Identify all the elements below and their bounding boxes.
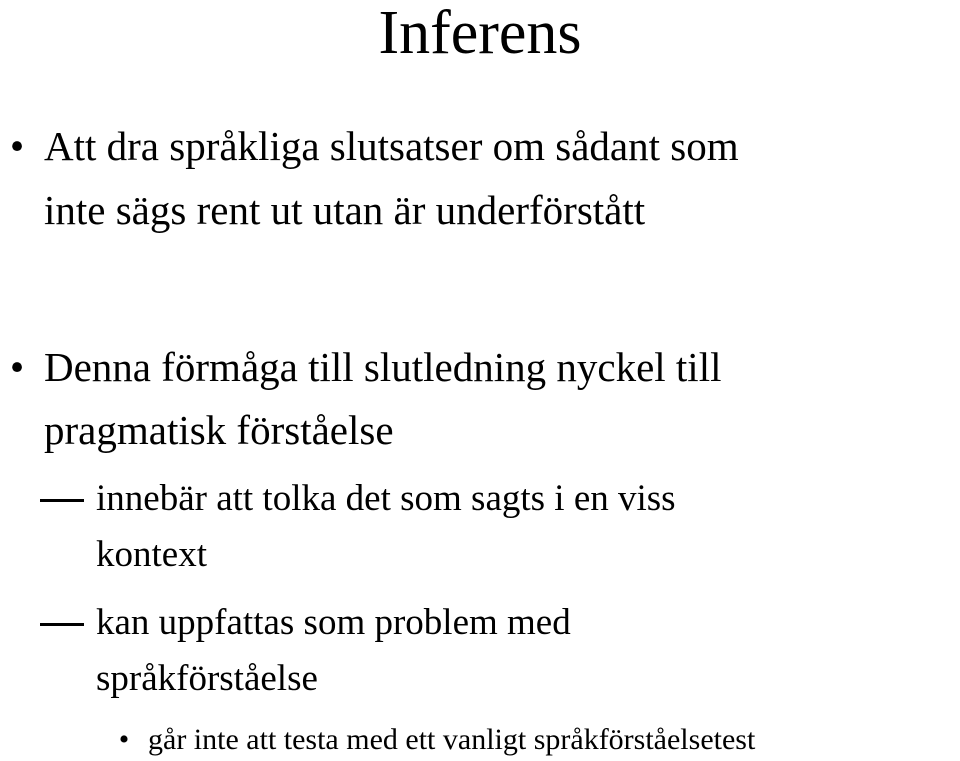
bullet-2-continuation [44,394,394,466]
slide-title: Inferens [378,0,582,67]
subbullet-2-2-line-1: kan uppfattas som problem med [96,602,571,643]
bullet-dot-icon: • [9,123,25,169]
bullet-2 [9,331,722,403]
subbullet-2-2-line-2: språkförståelse [96,658,318,699]
subbullet-2-1-line-2: kontext [96,534,207,575]
subbullet-2-2 [96,594,571,652]
subsubbullet-2-2-1 [118,722,756,758]
subbullet-2-1 [96,470,676,528]
subbullet-2-1-continuation [96,526,207,584]
dash-icon [40,623,84,626]
subsubbullet-2-2-1-text: går inte att testa med ett vanligt språkförståelsetest [148,723,756,756]
bullet-dot-icon: • [118,723,130,756]
bullet-dot-icon: • [9,344,25,390]
subbullet-2-1-line-1: innebär att tolka det som sagts i en viss [96,478,676,519]
bullet-1-continuation [44,174,645,246]
bullet-1 [9,110,739,182]
bullet-1-line-1: Att dra språkliga slutsatser om sådant som [44,123,739,169]
subbullet-2-2-continuation [96,650,318,708]
bullet-2-line-1: Denna förmåga till slutledning nyckel till [44,344,722,390]
bullet-1-line-2: inte sägs rent ut utan är underförstått [44,187,646,233]
bullet-2-line-2: pragmatisk förståelse [44,407,394,453]
dash-icon [40,499,84,502]
